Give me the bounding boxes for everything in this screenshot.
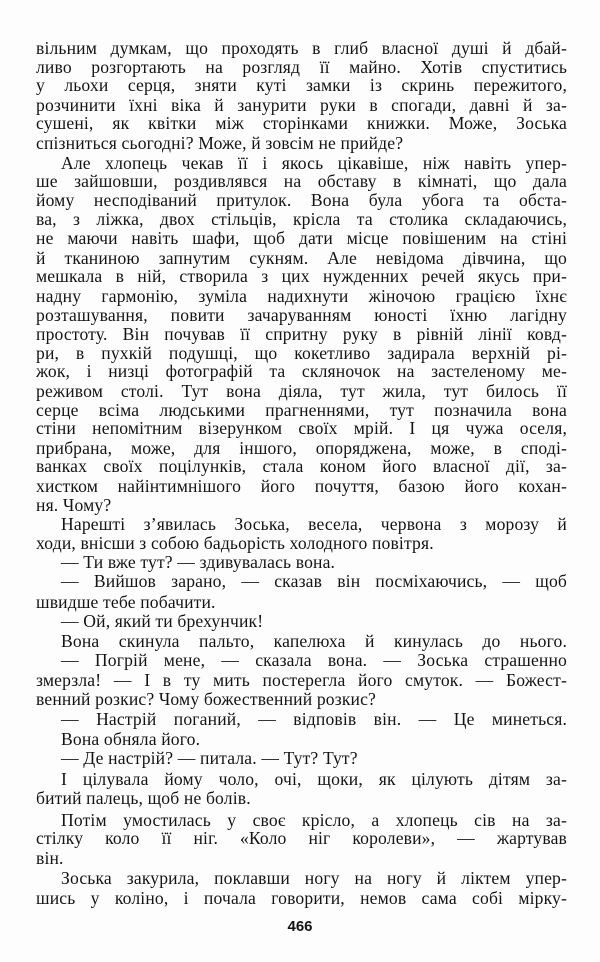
text-line: Вона скинула пальто, капелюха й кинулась до нього.: [61, 630, 567, 651]
page-number: 466: [287, 918, 313, 935]
text-line: не маючи навіть шафи, щоб дати місце повішеним на стіні: [36, 228, 567, 249]
text-line: хистком найінтимнішого його почуття, базою його кохан-: [36, 476, 567, 497]
text-line: реживом столі. Тут вона діяла, тут жила, тут билось її: [36, 380, 567, 401]
text-line: Нарешті з’явилась Зоська, весела, червона з морозу й: [61, 514, 567, 535]
text-line: ходи, внісши з собою бадьорість холодного повітря.: [36, 532, 434, 553]
text-line: ва, з ліжка, двох стільців, крісла та столика складаючись,: [36, 209, 567, 230]
text-line: й тканиною запнутим сукням. Але невідома дівчина, що: [36, 247, 567, 268]
text-line: надну гармонію, зуміла надихнути жіночою грацією їхнє: [36, 285, 567, 306]
text-line: швидше тебе побачити.: [36, 591, 216, 612]
text-line: — Настрій поганий, — відповів він. — Це минеться.: [61, 709, 567, 730]
text-line: Вона обняла його.: [61, 728, 201, 749]
text-line: серце всіма людськими прагненнями, тут позначила вона: [36, 399, 567, 420]
text-line: стілку коло її ніг. «Коло ніг королеви», — жартував: [36, 828, 567, 849]
text-line: — Де настрій? — питала. — Тут? Тут?: [61, 748, 358, 769]
text-line: — Ти вже тут? — здивувалась вона.: [61, 552, 336, 573]
text-line: битий палець, щоб не болів.: [36, 788, 251, 809]
text-line: ше зайшовши, роздивлявся на обставу в кімнаті, що дала: [36, 171, 567, 192]
text-line: жок, і низці фотографій та скляночок на застеленому ме-: [36, 361, 567, 382]
text-line: мешкала в ній, створила з цих нужденних речей якусь при-: [36, 266, 567, 287]
text-line: ливо розгортають на розгляд її майно. Хотів спуститись: [36, 56, 567, 77]
text-line: він.: [36, 847, 64, 868]
text-line: шись у коліно, і почала говорити, немов сама собі мірку-: [36, 888, 567, 908]
text-line: простоту. Він почував її спритну руку в рівній лінії ковд-: [36, 324, 567, 345]
text-line: спізниться сьогодні? Може, й зовсім не прийде?: [36, 133, 404, 154]
text-line: стіни непомітним візерунком своїх мрій. І ця чужа оселя,: [36, 418, 567, 439]
text-line: йому несподіваний притулок. Вона була убога та обста-: [36, 189, 567, 210]
text-line: — Вийшов зарано, — сказав він посміхаючись, — щоб: [61, 571, 567, 592]
text-line: венний розкис? Чому божественний розкис?: [36, 689, 376, 710]
text-line: І цілувала йому чоло, очі, щоки, як цілують дітям за-: [61, 768, 567, 789]
text-line: змерзла! — І в ту мить постерегла його смуток. — Божест-: [36, 669, 567, 690]
text-line: вільним думкам, що проходять в глиб власної душі й дбай-: [36, 38, 567, 58]
text-line: прибрана, може, для іншого, опоряджена, може, в сподi-: [36, 437, 567, 458]
text-line: ня. Чому?: [36, 494, 112, 515]
text-line: сушені, як квітки між сторінками книжки. Може, Зоська: [36, 113, 567, 134]
text-line: Зоська закурила, поклавши ногу на ногу й ліктем упер-: [61, 868, 567, 889]
text-line: розчинити їхні віка й занурити руки в спогади, давні й за-: [36, 94, 567, 115]
text-line: ванках своїх поцілунків, стала коном його власної дії, за-: [36, 456, 567, 477]
text-line: у льохи серця, зняти куті замки із скринь пережитого,: [36, 75, 567, 96]
text-line: ри, в пухкій подушці, що кокетливо задирала верхній рі-: [36, 342, 567, 363]
text-line: — Ой, який ти брехунчик!: [61, 611, 264, 632]
text-line: Потім умостилась у своє крісло, а хлопець сів на за-: [61, 809, 567, 830]
text-line: — Погрій мене, — сказала вона. — Зоська страшенно: [61, 650, 567, 671]
text-line: Але хлопець чекав її і якось цікавіше, ніж навіть упер-: [61, 152, 567, 173]
text-line: розташування, повити зачаруванням юності їхню лагідну: [36, 304, 567, 325]
